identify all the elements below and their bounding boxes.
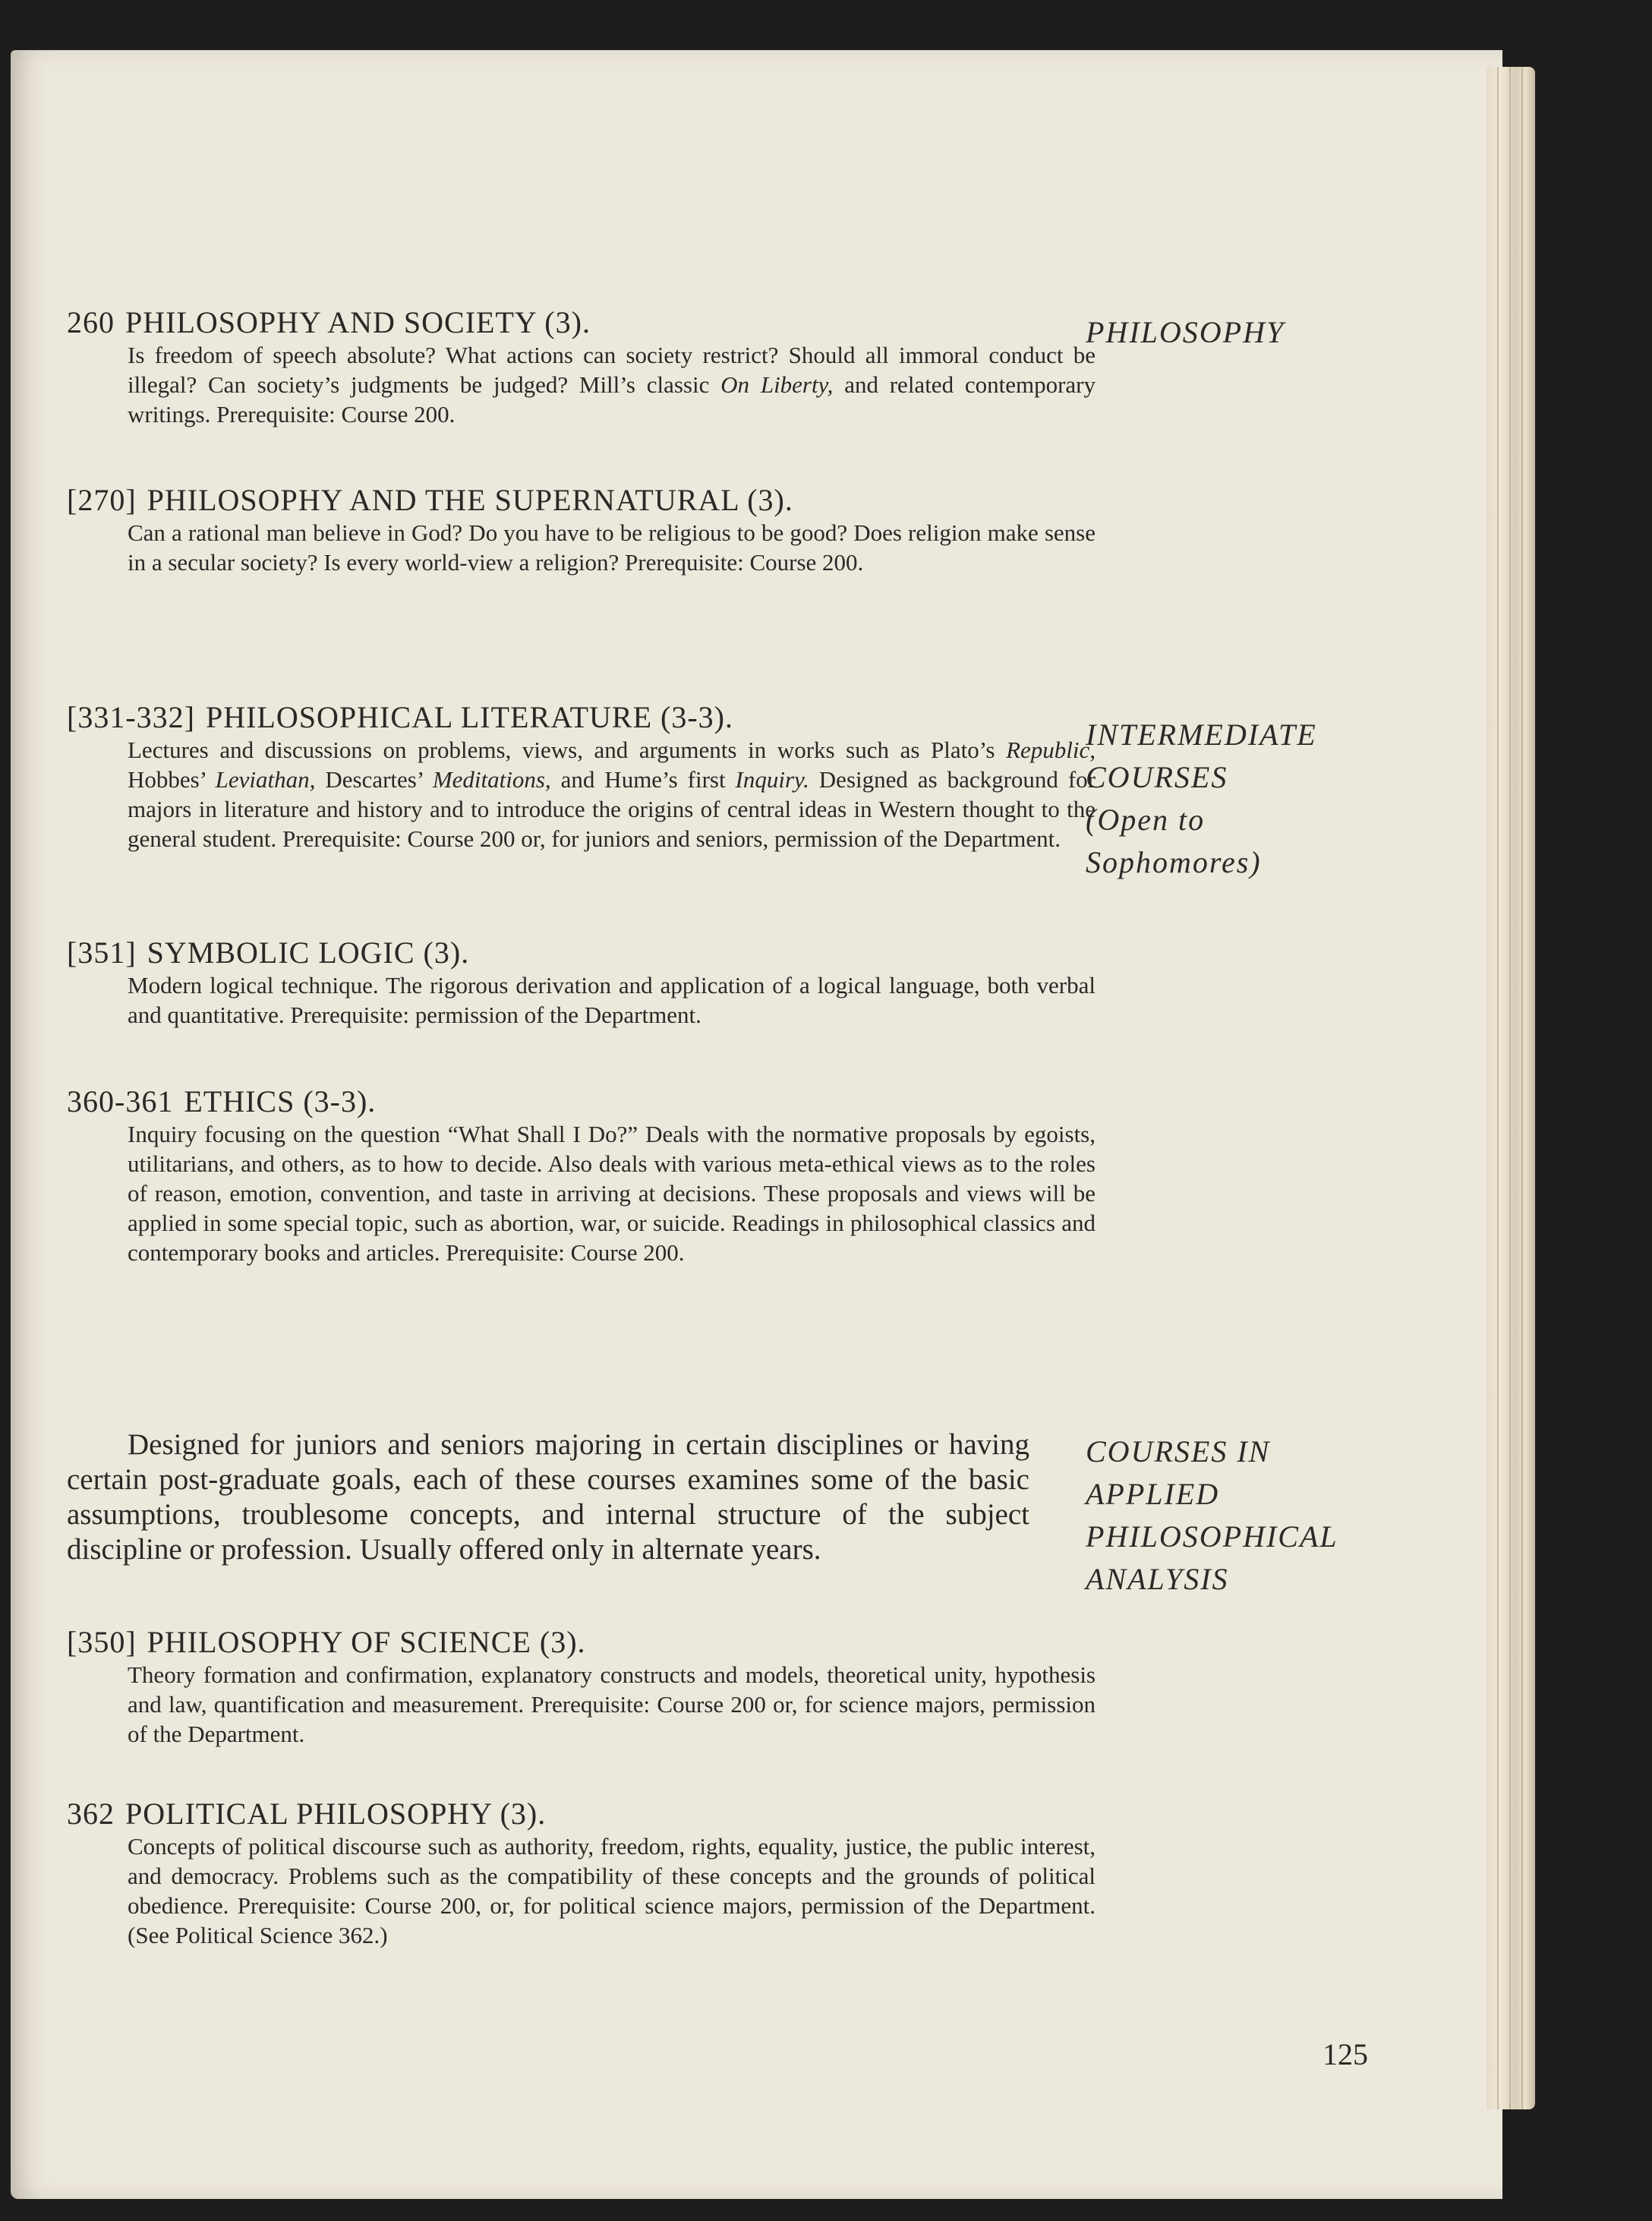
course-number: [331-332]	[67, 700, 195, 734]
description-text: Designed as background for majors in literature and history and to introduce the origins of central ideas in Western thought to the general student. Prerequisite: Course 200 or, for juniors and seniors, permission of the Department.	[128, 766, 1096, 852]
course-description	[128, 970, 1096, 1030]
description-text: Descartes’	[315, 766, 433, 793]
description-text: Modern logical technique. The rigorous derivation and application of a logical language, both verbal and quantitative. Prerequisite: permission of the Department.	[128, 972, 1096, 1028]
side-heading-line: ANALYSIS	[1086, 1562, 1229, 1596]
course-number: [270]	[67, 483, 137, 517]
course-heading	[67, 483, 1031, 518]
side-heading-line: PHILOSOPHICAL	[1086, 1519, 1338, 1554]
side-heading-philosophy	[1086, 311, 1285, 354]
course-heading	[67, 1084, 1031, 1119]
side-heading-applied	[1086, 1431, 1338, 1601]
side-heading-line: APPLIED	[1086, 1477, 1220, 1511]
course-entry	[67, 483, 1096, 577]
course-description	[128, 1831, 1096, 1950]
course-heading	[67, 1625, 1031, 1660]
description-text: Lectures and discussions on problems, views, and arguments in works such as Plato’s	[128, 737, 1007, 763]
book-title: Meditations,	[432, 766, 551, 793]
course-heading	[67, 1797, 1031, 1831]
course-number: 360-361	[67, 1084, 174, 1118]
course-number: 260	[67, 305, 115, 339]
course-entry	[67, 1797, 1096, 1950]
course-title: POLITICAL PHILOSOPHY (3).	[125, 1797, 547, 1831]
page-number: 125	[1323, 2037, 1368, 2071]
description-text: Theory formation and confirmation, explanatory constructs and models, theoretical unity, hypothesis and law, quantification and measurement. Prerequisite: Course 200 or, for science majors, permission of the Department.	[128, 1661, 1096, 1747]
description-text: Concepts of political discourse such as authority, freedom, rights, equality, justice, the public interest, and democracy. Problems such as the compatibility of these concepts and the grounds of political obedience. Prerequisite: Course 200, or, for political science majors, permission of the Department. (See Political Science 362.)	[128, 1833, 1096, 1948]
course-title: ETHICS (3-3).	[184, 1084, 377, 1118]
course-title: PHILOSOPHY OF SCIENCE (3).	[147, 1625, 586, 1659]
description-text: and Hume’s first	[550, 766, 736, 793]
course-title: SYMBOLIC LOGIC (3).	[147, 935, 470, 970]
course-entry	[67, 1084, 1096, 1267]
description-text: Inquiry focusing on the question “What Shall I Do?” Deals with the normative proposals by egoists, utilitarians, and others, as to how to decide. Also deals with various meta-ethical views as to the roles of reason, emotion, convention, and taste in arriving at decisions. These proposals and views will be applied in some special topic, such as abortion, war, or suicide. Readings in philosophical classics and contemporary books and articles. Prerequisite: Course 200.	[128, 1121, 1096, 1266]
course-title: PHILOSOPHY AND THE SUPERNATURAL (3).	[147, 483, 793, 517]
book-title: On Liberty,	[720, 371, 834, 398]
course-description	[128, 340, 1096, 429]
course-description	[128, 1660, 1096, 1749]
course-number: 362	[67, 1797, 115, 1831]
course-entry	[67, 305, 1096, 429]
course-description	[128, 1119, 1096, 1267]
course-number: [351]	[67, 935, 137, 970]
applied-intro-paragraph: Designed for juniors and seniors majoring in certain disciplines or having certain post-graduate goals, each of these courses examines some of the basic assumptions, troublesome concepts, and internal structure of the subject discipline or profession. Usually offered only in alternate years.	[67, 1428, 1029, 1566]
book-title: Leviathan,	[215, 766, 316, 793]
course-heading	[67, 935, 1031, 970]
book-title: Inquiry.	[735, 766, 809, 793]
side-heading-line: COURSES	[1086, 760, 1228, 794]
description-text: Can a rational man believe in God? Do you have to be religious to be good? Does religion make sense in a secular society? Is every world-view a religion? Prerequisite: Course 200.	[128, 519, 1096, 576]
side-heading-line: PHILOSOPHY	[1086, 315, 1285, 349]
side-heading-line: Sophomores)	[1086, 845, 1262, 879]
course-title: PHILOSOPHY AND SOCIETY (3).	[125, 305, 591, 339]
course-description	[128, 735, 1096, 853]
course-description	[128, 518, 1096, 577]
course-number: [350]	[67, 1625, 137, 1659]
side-heading-line: COURSES IN	[1086, 1434, 1271, 1469]
course-title: PHILOSOPHICAL LITERATURE (3-3).	[205, 700, 733, 734]
book-title: Republic,	[1006, 737, 1096, 763]
course-entry	[67, 935, 1096, 1030]
description-text: Hobbes’	[128, 766, 216, 793]
side-heading-line: (Open to	[1086, 803, 1206, 837]
description-text: Is freedom of speech absolute? What actions can society restrict? Should all immoral conduct be illegal? Can society’s judgments be judged? Mill’s classic	[128, 342, 1096, 398]
course-heading	[67, 700, 1031, 735]
course-heading	[67, 305, 1031, 340]
side-heading-intermediate	[1086, 714, 1317, 884]
course-entry	[67, 1625, 1096, 1749]
description-text: and related contemporary writings. Prerequisite: Course 200.	[128, 371, 1096, 427]
course-entry	[67, 700, 1096, 853]
side-heading-line: INTERMEDIATE	[1086, 718, 1317, 752]
